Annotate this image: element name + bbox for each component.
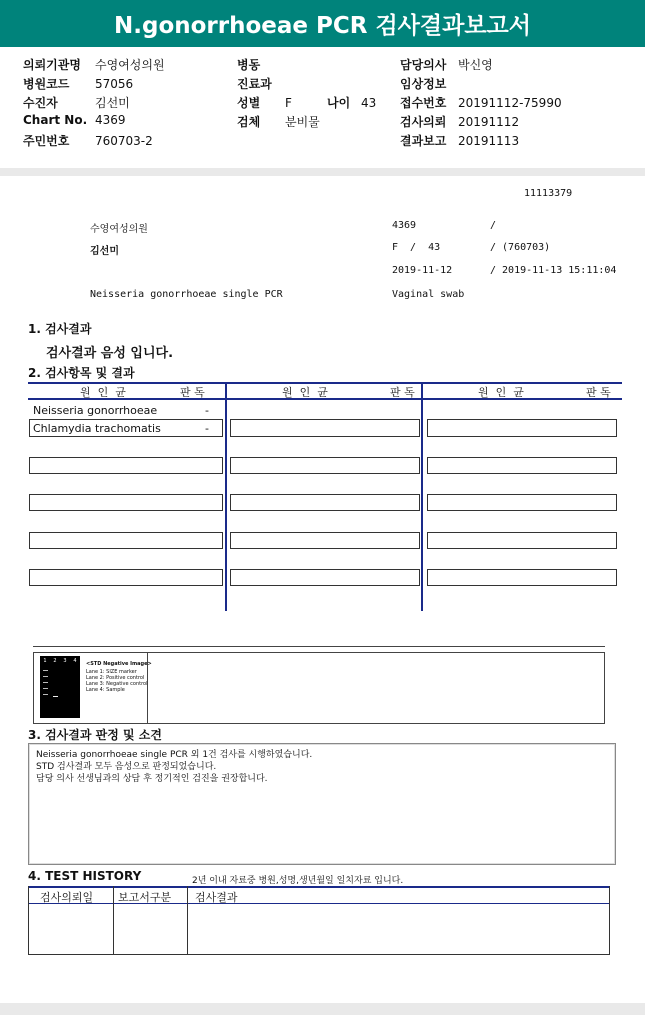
result-cell-col2-row5 xyxy=(230,532,420,549)
info-row-patient: 수진자 김선미 xyxy=(23,96,130,110)
opinion-text: Neisseria gonorrhoeae single PCR 외 1건 검사를 시행하였습니다. STD 검사결과 모두 음성으로 판정되었습니다. 담당 의사 선생님과의 상담 후 정기적인 검진을 권장합니다. xyxy=(36,750,313,784)
result-cell-col1-row5 xyxy=(29,532,223,549)
gel-legend: <STD Negative Image> Lane 1: SIZE marker Lane 2: Positive control Lane 3: Negative control Lane 4: Sample xyxy=(86,661,152,693)
info-col3 xyxy=(400,56,562,151)
col1-judge-header: 판 독 xyxy=(180,386,205,399)
report-code: 11113379 xyxy=(524,188,573,199)
section-3-title: 3. 검사결과 판정 및 소견 xyxy=(28,728,162,742)
result-cell-col3-row6 xyxy=(427,569,617,586)
result-cell-col3-row4 xyxy=(427,494,617,511)
info-col1 xyxy=(23,56,165,151)
history-col-divider-2 xyxy=(187,886,188,954)
sub-sex-age: F / 43 xyxy=(392,242,441,253)
info-row-clinical: 임상정보 xyxy=(400,77,447,91)
result-cell-col1-row6 xyxy=(29,569,223,586)
info-row-sex-age: 성별 F 나이 43 xyxy=(237,96,377,110)
gel-band xyxy=(53,696,58,697)
info-row-chart-no: Chart No. 4369 xyxy=(23,113,126,127)
history-header-result: 검사결과 xyxy=(195,891,238,904)
result-organism-2: Chlamydia trachomatis xyxy=(33,422,161,435)
gel-electrophoresis-image xyxy=(40,656,80,718)
section-1-result: 검사결과 음성 입니다. xyxy=(46,346,174,361)
col2-organism-header: 원 인 균 xyxy=(282,386,328,399)
gel-band xyxy=(43,682,48,683)
result-cell-col1-row3 xyxy=(29,457,223,474)
info-row-receipt-no: 접수번호 20191112-75990 xyxy=(400,96,562,110)
result-cell-col1-row4 xyxy=(29,494,223,511)
history-col-divider-1 xyxy=(113,886,114,954)
result-judge-2: - xyxy=(205,422,209,435)
sub-test-name: Neisseria gonorrhoeae single PCR xyxy=(90,289,283,300)
result-cell-col2-row3 xyxy=(230,457,420,474)
sub-patient: 김선미 xyxy=(90,246,119,257)
history-right-border xyxy=(609,886,610,954)
info-row-institution: 의뢰기관명 수영여성의원 xyxy=(23,58,165,72)
sub-date-report: / 2019-11-13 15:11:04 xyxy=(490,265,617,276)
sub-date-request: 2019-11-12 xyxy=(392,265,453,276)
gel-band xyxy=(43,694,48,695)
gel-top-rule xyxy=(33,646,605,647)
col1-organism-header: 원 인 균 xyxy=(80,386,126,399)
table-col-divider-1 xyxy=(225,382,227,611)
col2-judge-header: 판 독 xyxy=(390,386,415,399)
sub-rrn: / (760703) xyxy=(490,242,551,253)
info-col2 xyxy=(237,56,376,132)
page-footer xyxy=(0,1003,645,1015)
sub-slash: / xyxy=(490,220,497,231)
history-header-requested: 검사의뢰일 xyxy=(40,891,94,904)
history-header-report-type: 보고서구분 xyxy=(118,891,172,904)
info-row-rrn: 주민번호 760703-2 xyxy=(23,134,153,148)
info-row-reported: 결과보고 20191113 xyxy=(400,134,520,148)
info-row-hospital-code: 병원코드 57056 xyxy=(23,77,134,91)
sub-chart: 4369 xyxy=(392,220,417,231)
section-2-title: 2. 검사항목 및 결과 xyxy=(28,366,135,380)
gel-band xyxy=(43,670,48,671)
gel-band xyxy=(43,688,48,689)
result-cell-col3-row3 xyxy=(427,457,617,474)
report-title: N.gonorrhoeae PCR 검사결과보고서 xyxy=(0,0,645,47)
section-1-title: 1. 검사결과 xyxy=(28,322,92,336)
section-divider xyxy=(0,168,645,176)
col3-organism-header: 원 인 균 xyxy=(478,386,524,399)
col3-judge-header: 판 독 xyxy=(586,386,611,399)
gel-band xyxy=(43,676,48,677)
gel-lane-numbers: 1 2 3 4 xyxy=(43,658,77,664)
history-left-border xyxy=(28,886,29,954)
result-cell-col2-row4 xyxy=(230,494,420,511)
info-row-doctor: 담당의사 박신영 xyxy=(400,58,493,72)
history-note: 2년 이내 자료중 병원,성명,생년월일 일치자료 입니다. xyxy=(192,876,404,886)
result-cell-col3-row5 xyxy=(427,532,617,549)
sub-specimen: Vaginal swab xyxy=(392,289,465,300)
history-bottom-border xyxy=(28,954,610,955)
table-col-divider-2 xyxy=(421,382,423,611)
result-cell-col3-row2 xyxy=(427,419,617,437)
info-row-specimen: 검체 분비물 xyxy=(237,115,320,129)
result-judge-1: - xyxy=(205,404,209,417)
result-cell-col2-row2 xyxy=(230,419,420,437)
info-row-requested: 검사의뢰 20191112 xyxy=(400,115,520,129)
result-organism-1: Neisseria gonorrhoeae xyxy=(33,404,158,417)
sub-hospital: 수영여성의원 xyxy=(90,224,148,235)
info-row-department: 진료과 xyxy=(237,77,272,91)
history-header-row xyxy=(28,886,610,904)
result-cell-col2-row6 xyxy=(230,569,420,586)
section-4-title: 4. TEST HISTORY xyxy=(28,869,142,883)
info-row-ward: 병동 xyxy=(237,58,261,72)
